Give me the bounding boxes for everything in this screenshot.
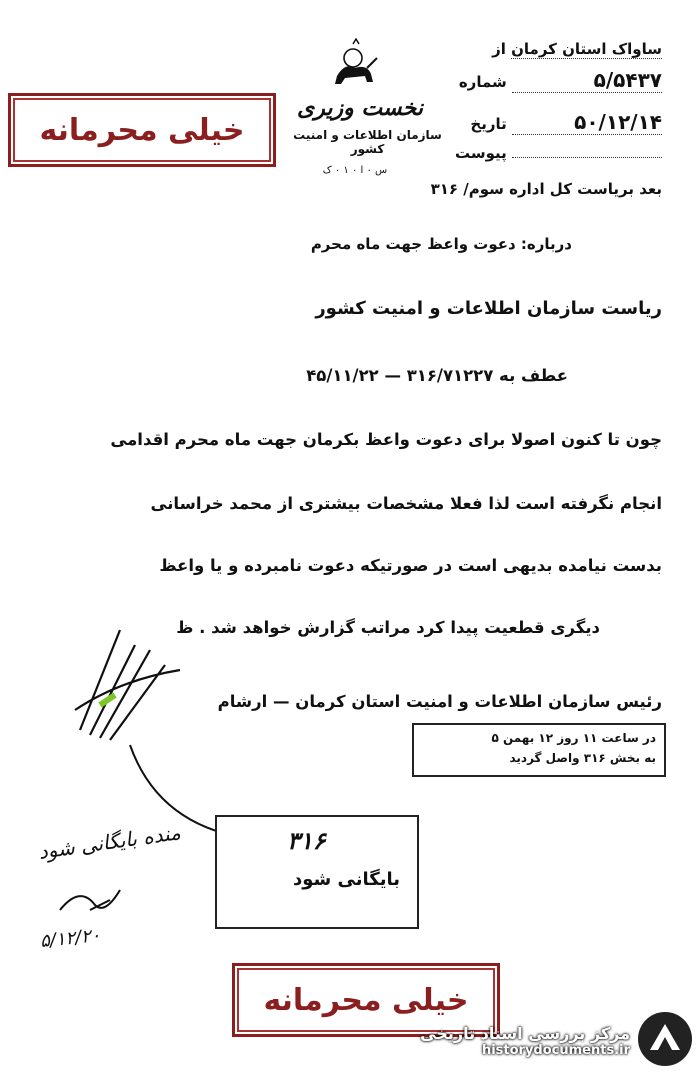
number-label: شماره	[458, 73, 507, 91]
footer-website: historydocuments.ir	[481, 1043, 630, 1058]
filing-stamp	[215, 815, 419, 929]
lion-and-sun-emblem-icon	[323, 38, 381, 92]
date-value: ۵۰/۱۲/۱۴	[512, 110, 662, 135]
routing-row-1-text: در ساعت ۱۱ روز ۱۲ بهمن ۵	[491, 731, 656, 745]
classification-stamp-bottom-text: خیلی محرمانه	[263, 982, 469, 1018]
header-from	[454, 40, 662, 59]
handwritten-note: منده بایگانی شود	[37, 820, 183, 864]
classification-stamp-top	[8, 93, 276, 167]
recipient-line: بعد بریاست کل اداره سوم/ ۳۱۶	[430, 180, 662, 198]
attachment-label: پیوست	[454, 144, 507, 162]
body-line-4: دیگری قطعیت پیدا کرد مراتب گزارش خواهد شد . ظ	[176, 618, 600, 637]
footer-text	[420, 1024, 630, 1058]
organization-title: سازمان اطلاعات و امنیت کشور	[293, 128, 442, 156]
attachment-value	[512, 157, 662, 158]
signature-scribble-icon	[60, 620, 190, 754]
filing-text: بایگانی شود	[293, 869, 400, 890]
signature-line: رئیس سازمان اطلاعات و امنیت استان کرمان — ارشام	[217, 692, 662, 711]
body-line-3: بدست نیامده بدیهی است در صورتیکه دعوت نامبرده و یا واعظ	[159, 556, 662, 575]
header-attachment	[455, 144, 662, 162]
date-label: تاریخ	[470, 115, 507, 133]
ministry-title: نخست وزیری	[297, 96, 423, 121]
footer-name: مرکز بررسی اسناد تاریخی	[420, 1024, 630, 1043]
from-value: ساواک استان کرمان	[511, 40, 662, 58]
routing-row-2	[414, 751, 664, 771]
reference-line: عطف به ۳۱۶/۷۱۲۲۷ — ۴۵/۱۱/۲۲	[306, 366, 568, 385]
routing-stamp	[412, 723, 666, 777]
header-date	[455, 110, 662, 135]
body-line-2: انجام نگرفته است لذا فعلا مشخصات بیشتری از محمد خراسانی	[150, 494, 662, 513]
from-label: از	[492, 40, 506, 58]
letterhead-code: س ۰ ا ۰ ۱ ۰ ک	[322, 165, 388, 176]
body-line-1: چون تا کنون اصولا برای دعوت واعظ بکرمان جهت ماه محرم اقدامی	[110, 430, 662, 449]
filing-number: ۳۱۶	[287, 827, 326, 855]
handwritten-initials-icon	[50, 880, 140, 924]
footer-logo-icon	[636, 1010, 694, 1072]
number-value: ۵/۵۴۳۷	[512, 68, 662, 93]
header-number	[455, 68, 662, 93]
handwritten-date: ۵/۱۲/۲۰	[39, 924, 102, 953]
subject-line: درباره: دعوت واعظ جهت ماه محرم	[310, 235, 572, 253]
footer-watermark	[420, 1010, 694, 1072]
addressee: ریاست سازمان اطلاعات و امنیت کشور	[315, 298, 662, 319]
routing-row-1	[414, 725, 664, 751]
classification-stamp-text: خیلی محرمانه	[39, 112, 245, 148]
routing-row-2-text: به بخش ۳۱۶ واصل گردید	[509, 751, 656, 765]
